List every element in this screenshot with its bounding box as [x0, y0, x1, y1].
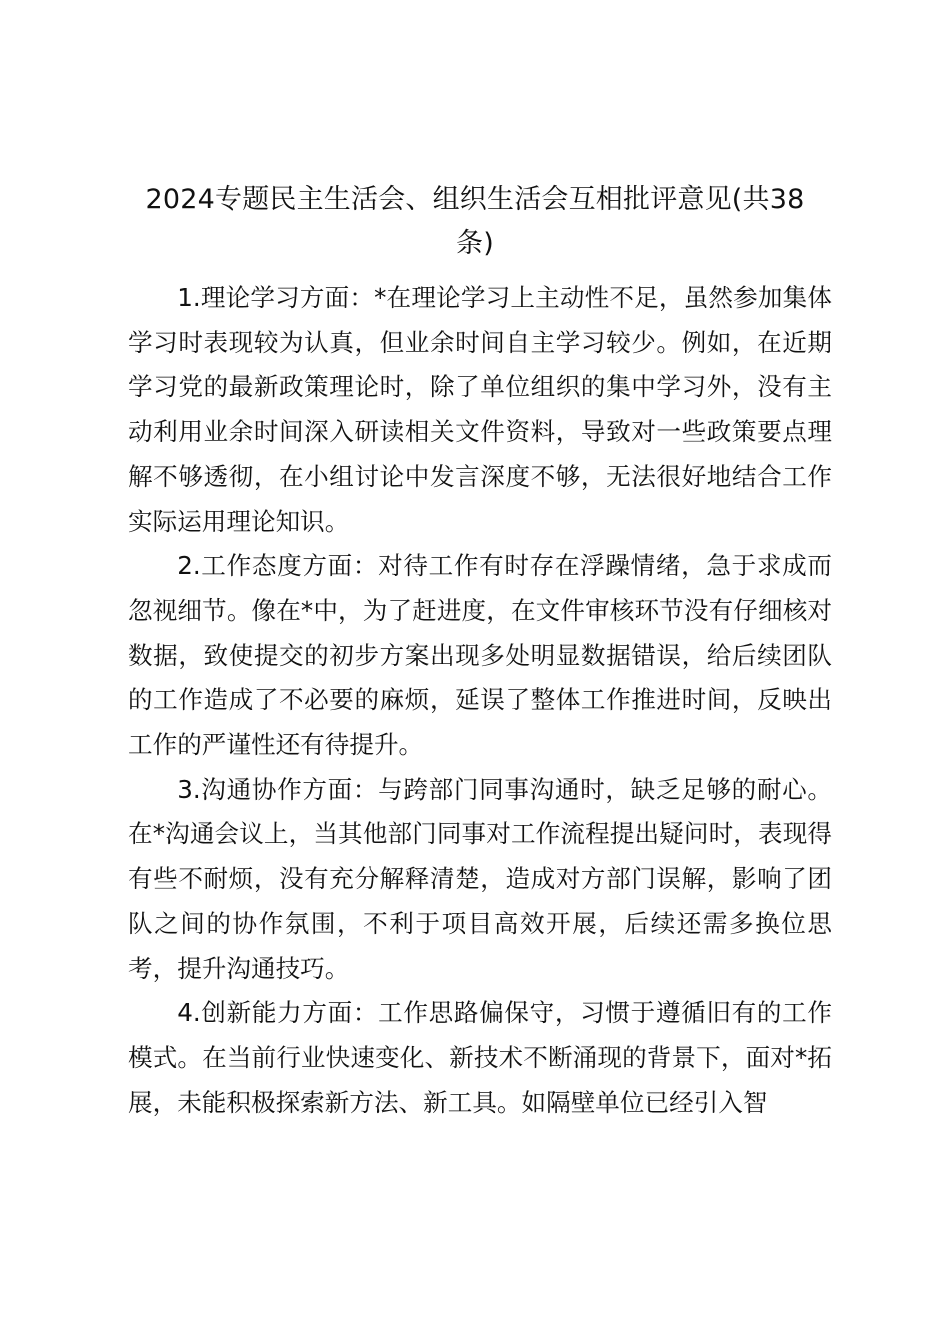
paragraph-theory-study: 1.理论学习方面：*在理论学习上主动性不足，虽然参加集体学习时表现较为认真，但业余时间自主学习较少。例如，在近期学习党的最新政策理论时，除了单位组织的集中学习外，没有主动利用业余时间深入研读相关文件资料，导致对一些政策要点理解不够透彻，在小组讨论中发言深度不够，无法很好地结合工作实际运用理论知识。	[128, 283, 832, 536]
document-body	[128, 276, 832, 1125]
paragraph-innovation: 4.创新能力方面：工作思路偏保守，习惯于遵循旧有的工作模式。在当前行业快速变化、新技术不断涌现的背景下，面对*拓展，未能积极探索新方法、新工具。如隔壁单位已经引入智	[128, 998, 832, 1117]
document-title: 2024专题民主生活会、组织生活会互相批评意见(共38条)	[145, 184, 805, 259]
paragraph-communication: 3.沟通协作方面：与跨部门同事沟通时，缺乏足够的耐心。在*沟通会议上，当其他部门同事对工作流程提出疑问时，表现得有些不耐烦，没有充分解释清楚，造成对方部门误解，影响了团队之间的协作氛围，不利于项目高效开展，后续还需多换位思考，提升沟通技巧。	[128, 774, 832, 983]
paragraph-work-attitude: 2.工作态度方面：对待工作有时存在浮躁情绪，急于求成而忽视细节。像在*中，为了赶进度，在文件审核环节没有仔细核对数据，致使提交的初步方案出现多处明显数据错误，给后续团队的工作造成了不必要的麻烦，延误了整体工作推进时间，反映出工作的严谨性还有待提升。	[128, 551, 832, 760]
